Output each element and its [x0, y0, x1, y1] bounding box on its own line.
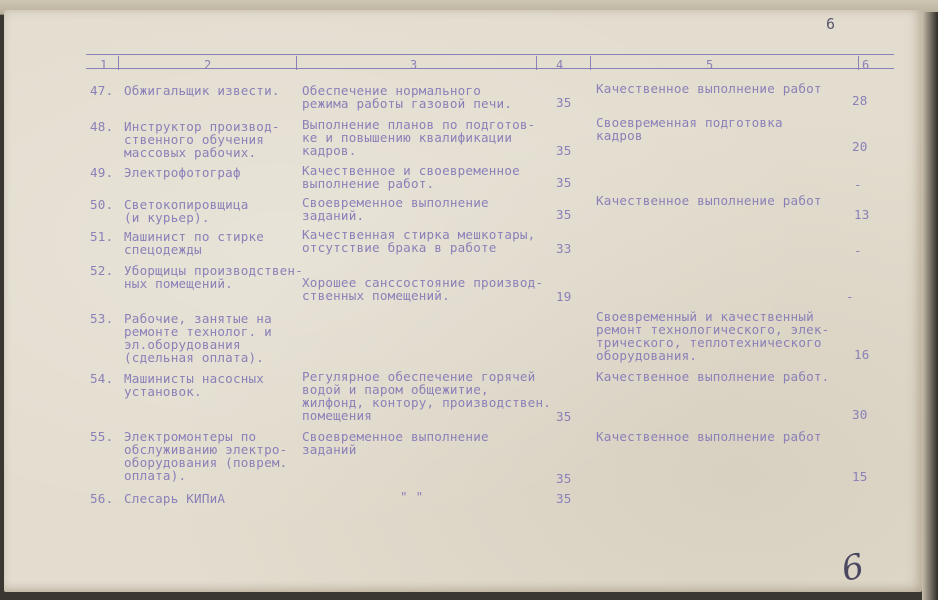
row-percent: 19 [556, 289, 572, 304]
row-number: 53. [90, 311, 114, 326]
row-number: 54. [90, 371, 114, 386]
header-col-2: 2 [204, 58, 212, 72]
header-col-1: 1 [100, 58, 108, 72]
row-number: 56. [90, 491, 114, 506]
header-top-rule [86, 54, 894, 55]
row-number: 55. [90, 429, 114, 444]
row-result: Качественное выполнение работ [596, 193, 822, 208]
row-result: Качественное выполнение работ [596, 81, 822, 96]
row-task: Качественная стирка мешкотары, отсутствие брака в работе [302, 227, 536, 255]
row-result: Своевременный и качественный ремонт технологического, элек- трического, теплотехнического оборудования. [596, 309, 830, 363]
row-profession: Уборщицы производствен- ных помещений. [124, 263, 303, 291]
row-number: 48. [90, 119, 114, 134]
row-profession: Машинисты насосных установок. [124, 371, 265, 399]
header-col-3: 3 [410, 58, 418, 72]
row-pay: 16 [854, 347, 870, 362]
row-pay: 13 [854, 207, 870, 222]
row-task: Качественное и своевременное выполнение работ. [302, 163, 520, 191]
row-pay: 28 [852, 93, 868, 108]
page-number: 6 [826, 15, 836, 33]
row-pay: 15 [852, 469, 868, 484]
row-number: 47. [90, 83, 114, 98]
row-profession: Светокопировщица (и курьер). [124, 197, 249, 225]
header-col-4: 4 [556, 58, 564, 72]
row-pay: - [854, 243, 862, 258]
row-percent: 35 [556, 409, 572, 424]
row-number: 50. [90, 197, 114, 212]
row-profession: Машинист по стирке спецодежды [124, 229, 265, 257]
row-number: 52. [90, 263, 114, 278]
header-col-separator [296, 56, 297, 70]
row-pay: 20 [852, 139, 868, 154]
header-col-5: 5 [706, 58, 714, 72]
row-profession: Электрофотограф [124, 165, 241, 180]
row-task-ditto: " " [400, 489, 424, 504]
header-col-separator [118, 56, 119, 70]
row-percent: 35 [556, 491, 572, 506]
row-profession: Инструктор производ- ственного обучения массовых рабочих. [124, 119, 280, 160]
row-pay: - [846, 289, 854, 304]
row-percent: 35 [556, 175, 572, 190]
row-profession: Электромонтеры по обслуживанию электро- оборудования (поврем. оплата). [124, 429, 288, 483]
header-col-separator [590, 56, 591, 70]
row-percent: 35 [556, 95, 572, 110]
row-pay: - [854, 177, 862, 192]
row-task: Обеспечение нормального режима работы газовой печи. [302, 83, 513, 111]
row-task: Хорошее санссостояние производ- ственных помещений. [302, 275, 544, 303]
row-percent: 33 [556, 241, 572, 256]
row-number: 51. [90, 229, 114, 244]
row-profession: Обжигальщик извести. [124, 83, 280, 98]
page-right-edge [922, 12, 938, 600]
header-col-6: 6 [862, 58, 870, 72]
row-percent: 35 [556, 143, 572, 158]
handwritten-page-number: 6 [838, 546, 868, 590]
row-percent: 35 [556, 471, 572, 486]
row-task: Регулярное обеспечение горячей водой и паром общежитие, жилфонд, контору, производствен. помещения [302, 369, 552, 423]
row-task: Своевременное выполнение заданий [302, 429, 489, 457]
row-profession: Рабочие, занятые на ремонте технолог. и эл.оборудования (сдельная оплата). [124, 311, 272, 365]
row-task: Выполнение планов по подготов- ке и повышению квалификации кадров. [302, 117, 536, 158]
header-col-separator [858, 56, 859, 70]
row-number: 49. [90, 165, 114, 180]
row-profession: Слесарь КИПиА [124, 491, 226, 506]
row-result: Качественное выполнение работ [596, 429, 822, 444]
header-col-separator [536, 56, 537, 70]
row-result: Качественное выполнение работ. [596, 369, 830, 384]
row-percent: 35 [556, 207, 572, 222]
row-pay: 30 [852, 407, 868, 422]
row-task: Своевременное выполнение заданий. [302, 195, 489, 223]
row-result: Своевременная подготовка кадров [596, 115, 783, 143]
